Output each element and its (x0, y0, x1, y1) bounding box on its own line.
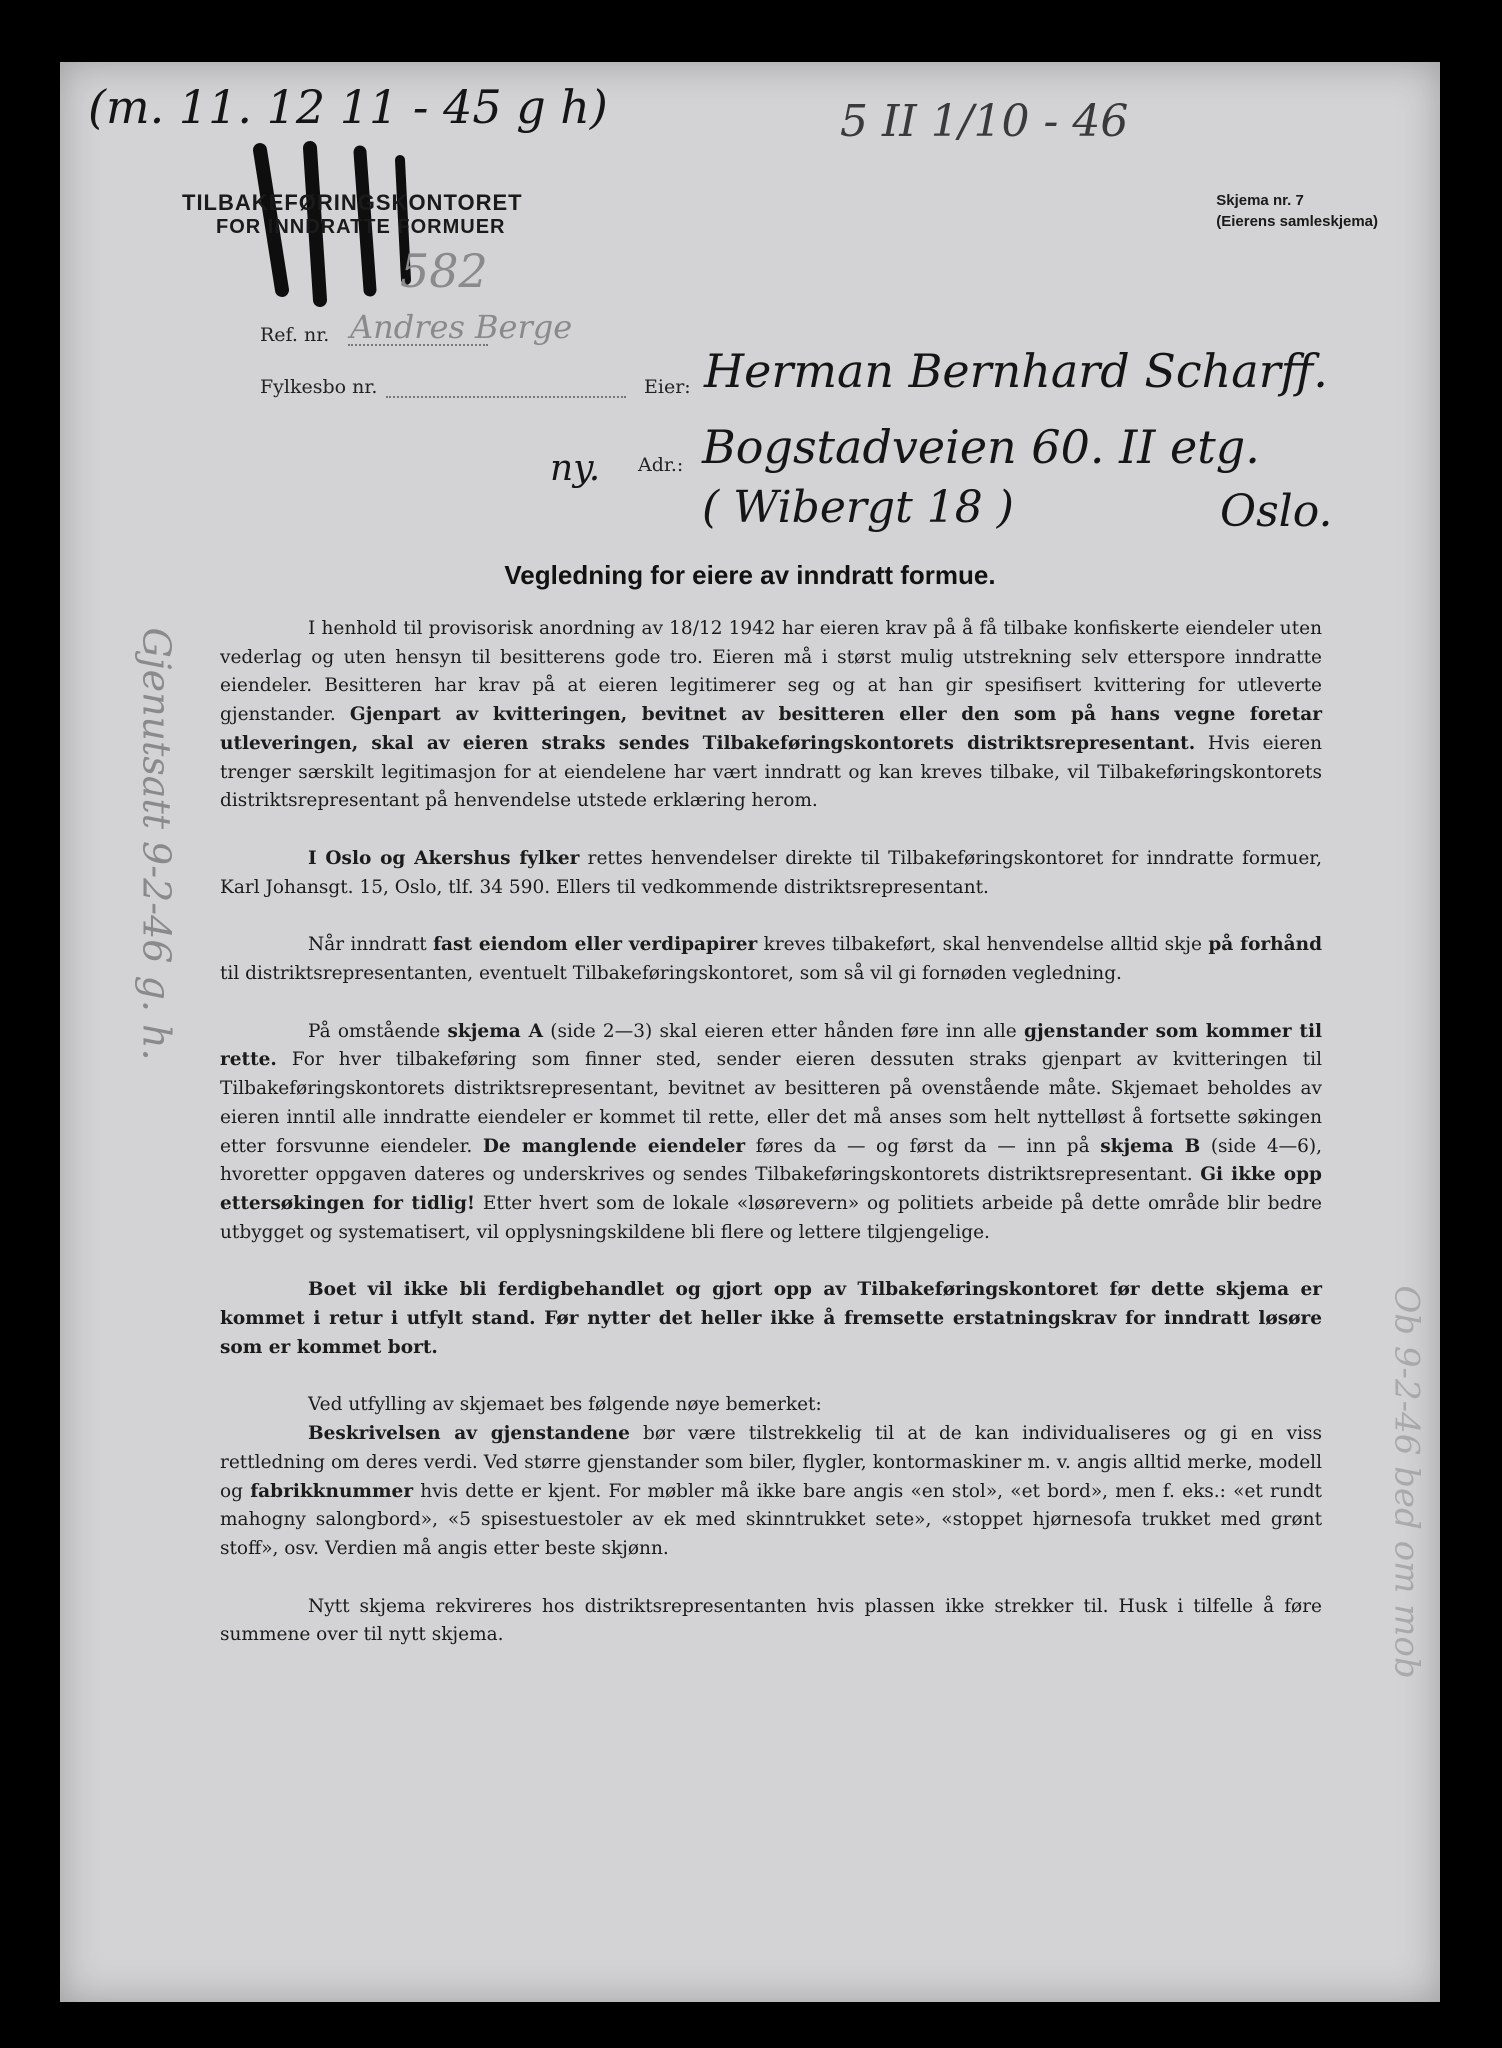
handwritten-address-line2: ( Wibergt 18 ) (702, 482, 1014, 533)
form-identifier (1216, 190, 1378, 232)
ref-number-label: Ref. nr. (260, 324, 330, 346)
handwritten-city: Oslo. (1220, 486, 1333, 537)
form-number: Skjema nr. 7 (1216, 192, 1304, 209)
county-number-label: Fylkesbo nr. (260, 376, 378, 398)
org-name: TILBAKEFØRINGSKONTORET (182, 190, 523, 215)
address-label: Adr.: (638, 454, 684, 476)
paragraph-schema-instructions: På omstående skjema A (side 2—3) skal eieren etter hånden føre inn alle gjenstander som kommer til rette. For hver tilbakeføring som finner sted, sender eieren dessuten straks gjenpart av kvitteringen til Tilbakeføringskontorets distriktsrepresentant, bevitnet av besitteren på ovenstående måte. Skjemaet beholdes av eieren inntil alle inndratte eiendeler er kommet til rette, eller det må anses som helt nyttelløst å fortsette søkingen etter forsvunne eiendeler. De manglende eiendeler føres da — og først da — inn på skjema B (side 4—6), hvoretter oppgaven dateres og underskrives og sendes Tilbakeføringskontorets distriktsrepresentant. Gi ikke opp ettersøkingen for tidlig! Etter hvert som de lokale «løsørevern» og politiets arbeide på dette område blir bedre utbygget og systematisert, vil opplysningskildene bli flere og lettere tilgjengelige. (220, 1020, 1323, 1243)
guide-title: Vegledning for eiere av inndratt formue. (504, 560, 996, 590)
form-description: (Eierens samleskjema) (1216, 213, 1378, 230)
paragraph-legal-basis: I henhold til provisorisk anordning av 18/12 1942 har eieren krav på å få tilbake konfiskerte eiendeler uten vederlag og uten hensyn til besitterens gode tro. Eieren må i størst mulig utstrekning selv etterspore inndratte eiendeler. Besitteren har krav på at eieren legitimerer seg og at han gir spesifisert kvittering for utleverte gjenstander. Gjenpart av kvitteringen, bevitnet av besitteren eller den som på hans vegne foretar utleveringen, skal av eieren straks sendes Tilbakeføringskontorets distriktsrepresentant. Hvis eieren trenger særskilt legitimasjon for at eiendelene har vært inndratt og kan kreves tilbake, vil Tilbakeføringskontorets distriktsrepresentant på henvendelse utstede erklæring herom. (220, 618, 1322, 812)
paragraph-filling-note: Ved utfylling av skjemaet bes følgende nøye bemerket: (308, 1394, 822, 1416)
org-subtitle: FOR INNDRATTE FORMUER (216, 216, 506, 238)
handwritten-ref-name: Andres Berge (350, 308, 573, 346)
margin-note-right: Ob 9-2-46 bed om mob (1386, 1285, 1427, 1679)
handwritten-case-number: 582 (400, 244, 488, 298)
owner-label: Eier: (644, 376, 691, 398)
handwritten-note-top-left: (m. 11. 12 11 - 45 g h) (88, 80, 608, 134)
handwritten-owner-name: Herman Bernhard Scharff. (704, 344, 1328, 398)
organization-header (182, 190, 662, 239)
guide-body (220, 615, 1322, 1679)
handwritten-address-line1: Bogstadveien 60. II etg. (702, 420, 1260, 474)
paragraph-real-estate: Når inndratt fast eiendom eller verdipapirer kreves tilbakeført, skal henvendelse alltid skje på forhånd til distriktsrepresentanten, eventuelt Tilbakeføringskontoret, som så vil gi fornøden vegledning. (220, 934, 1322, 985)
paragraph-oslo-contact: I Oslo og Akershus fylker rettes henvendelser direkte til Tilbakeføringskontoret for inndratte formuer, Karl Johansgt. 15, Oslo, tlf. 34 590. Ellers til vedkommende distriktsrepresentant. (220, 847, 1322, 898)
handwritten-new-prefix: ny. (550, 448, 601, 489)
paragraph-new-form: Nytt skjema rekvireres hos distriktsrepresentanten hvis plassen ikke strekker til. Husk i tilfelle å føre summene over til nytt skjema. (220, 1595, 1322, 1646)
margin-note-left: Gjenutsatt 9-2-46 g. h. (134, 627, 179, 1061)
document-page (60, 62, 1440, 2002)
handwritten-note-top-right: 5 II 1/10 - 46 (840, 96, 1129, 147)
county-number-line (386, 396, 626, 398)
paragraph-description-rules: Beskrivelsen av gjenstandene bør være tilstrekkelig til at de kan individualiseres og gi en viss rettledning om deres verdi. Ved større gjenstander som biler, flygler, kontormaskiner m. v. angis alltid merke, modell og fabrikknummer hvis dette er kjent. For møbler må ikke bare angis «en stol», «et bord», men f. eks.: «et rundt mahogny salongbord», «5 spisestuestoler av ek med skinntrukket sete», «stoppet hjørnesofa trukket med grønt stoff», osv. Verdien må angis etter beste skjønn. (220, 1423, 1322, 1559)
paragraph-estate-settlement: Boet vil ikke bli ferdigbehandlet og gjort opp av Tilbakeføringskontoret før dette skjema er kommet i retur i utfylt stand. Før nytter det heller ikke å fremsette erstatningskrav for inndratt løsøre som er kommet bort. (220, 1279, 1322, 1358)
